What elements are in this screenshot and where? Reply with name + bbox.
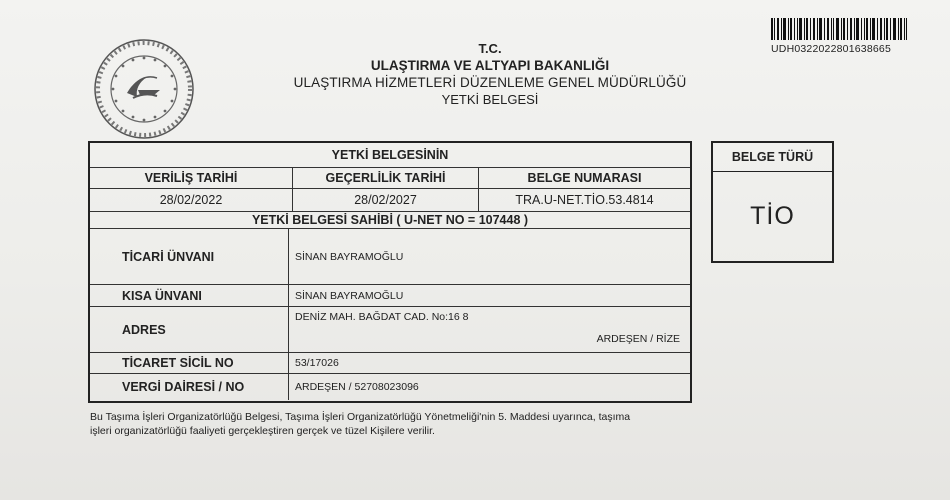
barcode-number: UDH0322022801638665 [771,43,891,55]
short-name-value: SİNAN BAYRAMOĞLU [295,289,404,302]
validity-date-value: 28/02/2027 [354,193,417,207]
column-document-number: BELGE NUMARASI [527,171,642,185]
trade-name-label: TİCARİ ÜNVANI [122,249,215,264]
owner-title-row [90,212,690,229]
table-title: YETKİ BELGESİNİN [331,148,449,162]
barcode-icon [771,18,907,40]
trade-registry-row [90,353,690,374]
document-number-value: TRA.U-NET.TİO.53.4814 [515,193,654,207]
short-name-label: KISA ÜNVANI [122,288,202,303]
table-values-row [90,189,690,212]
header-document-type: YETKİ BELGESİ [441,92,539,107]
trade-name-value: SİNAN BAYRAMOĞLU [295,250,404,263]
header-country: T.C. [478,41,502,56]
footnote [90,410,730,438]
header-ministry: ULAŞTIRMA VE ALTYAPI BAKANLIĞI [370,58,610,73]
address-label: ADRES [122,322,166,337]
owner-title: YETKİ BELGESİ SAHİBİ ( U-NET NO = 107448 ) [251,213,529,227]
trade-registry-value: 53/17026 [295,357,339,369]
trade-name-row [90,229,690,285]
footnote-line-1: Bu Taşıma İşleri Organizatörlüğü Belgesi, Taşıma İşleri Organizatörlüğü Yönetmeliği'nin 5. Maddesi uyarınca, taşıma [90,411,631,423]
short-name-row [90,285,690,307]
address-line-2: ARDEŞEN / RİZE [596,333,680,345]
header-directorate: ULAŞTIRMA HİZMETLERİ DÜZENLEME GENEL MÜDÜRLÜĞÜ [293,75,687,90]
table-header-row [90,168,690,189]
document-type-label: BELGE TÜRÜ [713,143,832,172]
column-issue-date: VERİLİŞ TARİHİ [144,171,238,185]
column-validity-date: GEÇERLİLİK TARİHİ [325,171,446,185]
trade-registry-label: TİCARET SİCİL NO [122,356,234,370]
address-line-1: DENİZ MAH. BAĞDAT CAD. No:16 8 [295,311,469,323]
document-type-value: TİO [750,201,795,230]
ministry-seal-icon [93,38,195,140]
tax-office-label: VERGİ DAİRESİ / NO [122,380,245,394]
certificate-table [88,141,692,403]
document-header [230,40,750,108]
address-row [90,307,690,353]
table-title-row [90,143,690,168]
document-type-box [711,141,834,263]
tax-office-value: ARDEŞEN / 52708023096 [295,381,419,393]
tax-office-row [90,374,690,400]
issue-date-value: 28/02/2022 [159,193,223,207]
footnote-line-2: işleri organizatörlüğü faaliyeti gerçekleştiren gerçek ve tüzel Kişilere verilir. [90,425,435,437]
